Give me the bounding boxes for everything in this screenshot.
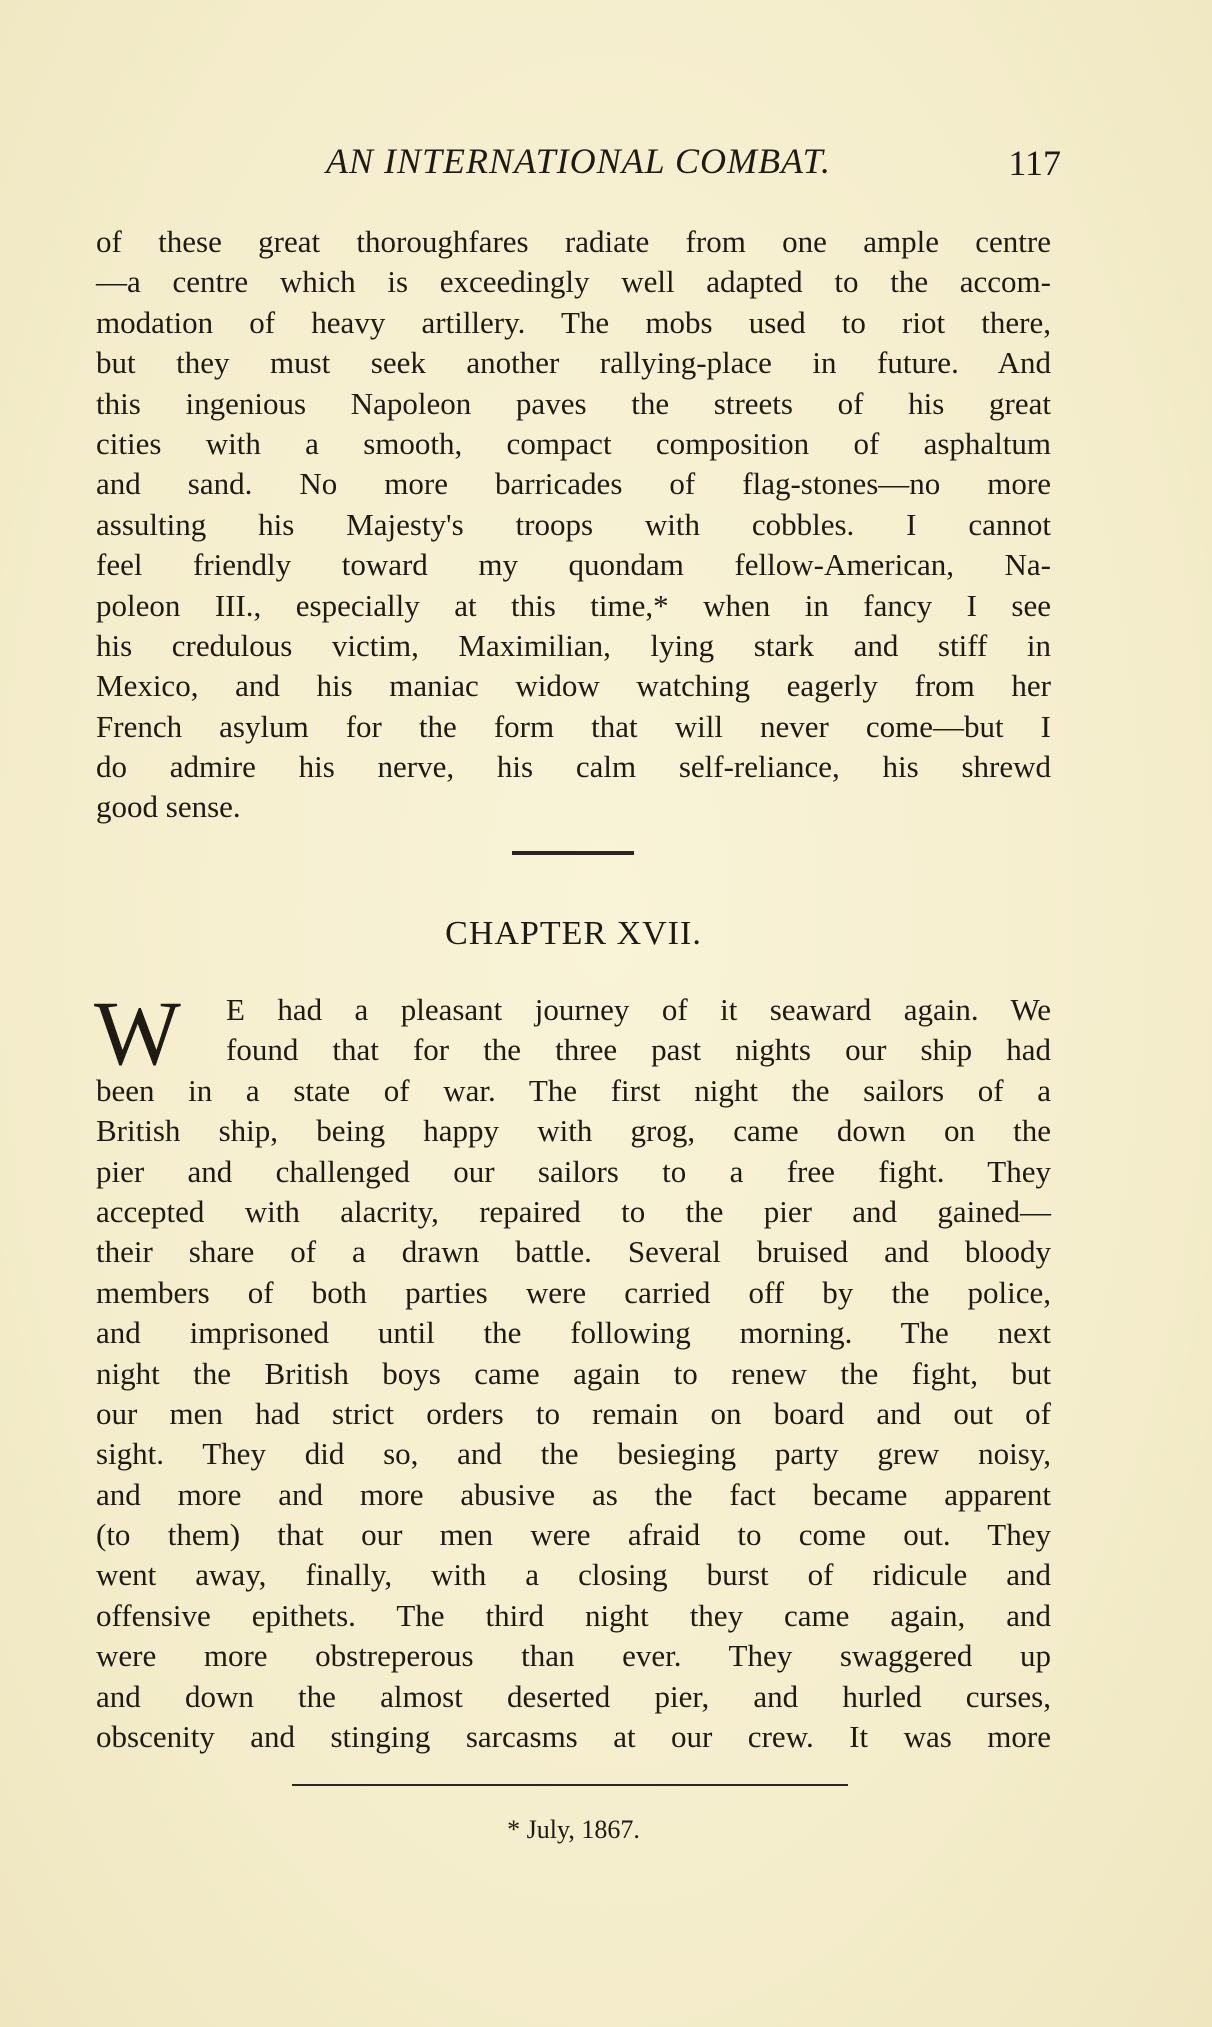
text-line: feel friendly toward my quondam fellow-American, Na- bbox=[96, 547, 1051, 583]
text-line: our men had strict orders to remain on board and out of bbox=[96, 1395, 1051, 1431]
text-line: British ship, being happy with grog, came down on the bbox=[96, 1113, 1051, 1149]
text-line: (to them) that our men were afraid to come out. They bbox=[96, 1517, 1051, 1553]
text-line: sight. They did so, and the besieging party grew noisy, bbox=[96, 1436, 1051, 1472]
text-line: cities with a smooth, compact composition of asphaltum bbox=[96, 425, 1051, 461]
text-line: modation of heavy artillery. The mobs used to riot there, bbox=[96, 304, 1051, 340]
text-line: members of both parties were carried off by the police, bbox=[96, 1274, 1051, 1310]
text-line: accepted with alacrity, repaired to the pier and gained— bbox=[96, 1193, 1051, 1229]
text-line: and down the almost deserted pier, and hurled curses, bbox=[96, 1678, 1051, 1714]
text-line: offensive epithets. The third night they came again, and bbox=[96, 1597, 1051, 1633]
text-line: Mexico, and his maniac widow watching eagerly from her bbox=[96, 668, 1051, 704]
text-line: do admire his nerve, his calm self-reliance, his shrewd bbox=[96, 749, 1051, 785]
running-head bbox=[96, 140, 1061, 190]
text-line: were more obstreperous than ever. They swaggered up bbox=[96, 1638, 1051, 1674]
chapter-paragraph bbox=[96, 990, 1051, 1757]
text-line: poleon III., especially at this time,* when in fancy I see bbox=[96, 587, 1051, 623]
running-title: AN INTERNATIONAL COMBAT. bbox=[325, 141, 832, 181]
drop-cap: W bbox=[94, 982, 181, 1084]
text-line: obscenity and stinging sarcasms at our crew. It was more bbox=[96, 1719, 1051, 1755]
text-line: their share of a drawn battle. Several bruised and bloody bbox=[96, 1234, 1051, 1270]
page-number: 117 bbox=[1008, 143, 1061, 183]
text-line: and more and more abusive as the fact became apparent bbox=[96, 1476, 1051, 1512]
footnote: * July, 1867. bbox=[507, 1815, 640, 1844]
text-line: assulting his Majesty's troops with cobbles. I cannot bbox=[96, 506, 1051, 542]
text-line: French asylum for the form that will never come—but I bbox=[96, 708, 1051, 744]
text-line: found that for the three past nights our ship had bbox=[226, 1032, 1051, 1068]
text-line: pier and challenged our sailors to a free fight. They bbox=[96, 1153, 1051, 1189]
body-paragraph bbox=[96, 222, 1051, 828]
text-line: of these great thoroughfares radiate from one ample centre bbox=[96, 224, 1051, 259]
text-line: went away, finally, with a closing burst of ridicule and bbox=[96, 1557, 1051, 1593]
section-divider bbox=[512, 851, 634, 855]
text-line: and imprisoned until the following morning. The next bbox=[96, 1315, 1051, 1351]
text-line: and sand. No more barricades of flag-stones—no more bbox=[96, 466, 1051, 502]
text-line: this ingenious Napoleon paves the streets of his great bbox=[96, 385, 1051, 421]
footnote-rule bbox=[292, 1784, 848, 1786]
text-line: —a centre which is exceedingly well adapted to the accom- bbox=[96, 264, 1051, 300]
chapter-heading: CHAPTER XVII. bbox=[445, 915, 702, 952]
text-line: been in a state of war. The first night the sailors of a bbox=[96, 1072, 1051, 1108]
text-line: night the British boys came again to renew the fight, but bbox=[96, 1355, 1051, 1391]
text-line: his credulous victim, Maximilian, lying stark and stiff in bbox=[96, 627, 1051, 663]
text-line: E had a pleasant journey of it seaward again. We bbox=[226, 992, 1051, 1027]
text-line: but they must seek another rallying-place in future. And bbox=[96, 345, 1051, 381]
text-line: good sense. bbox=[96, 789, 241, 825]
